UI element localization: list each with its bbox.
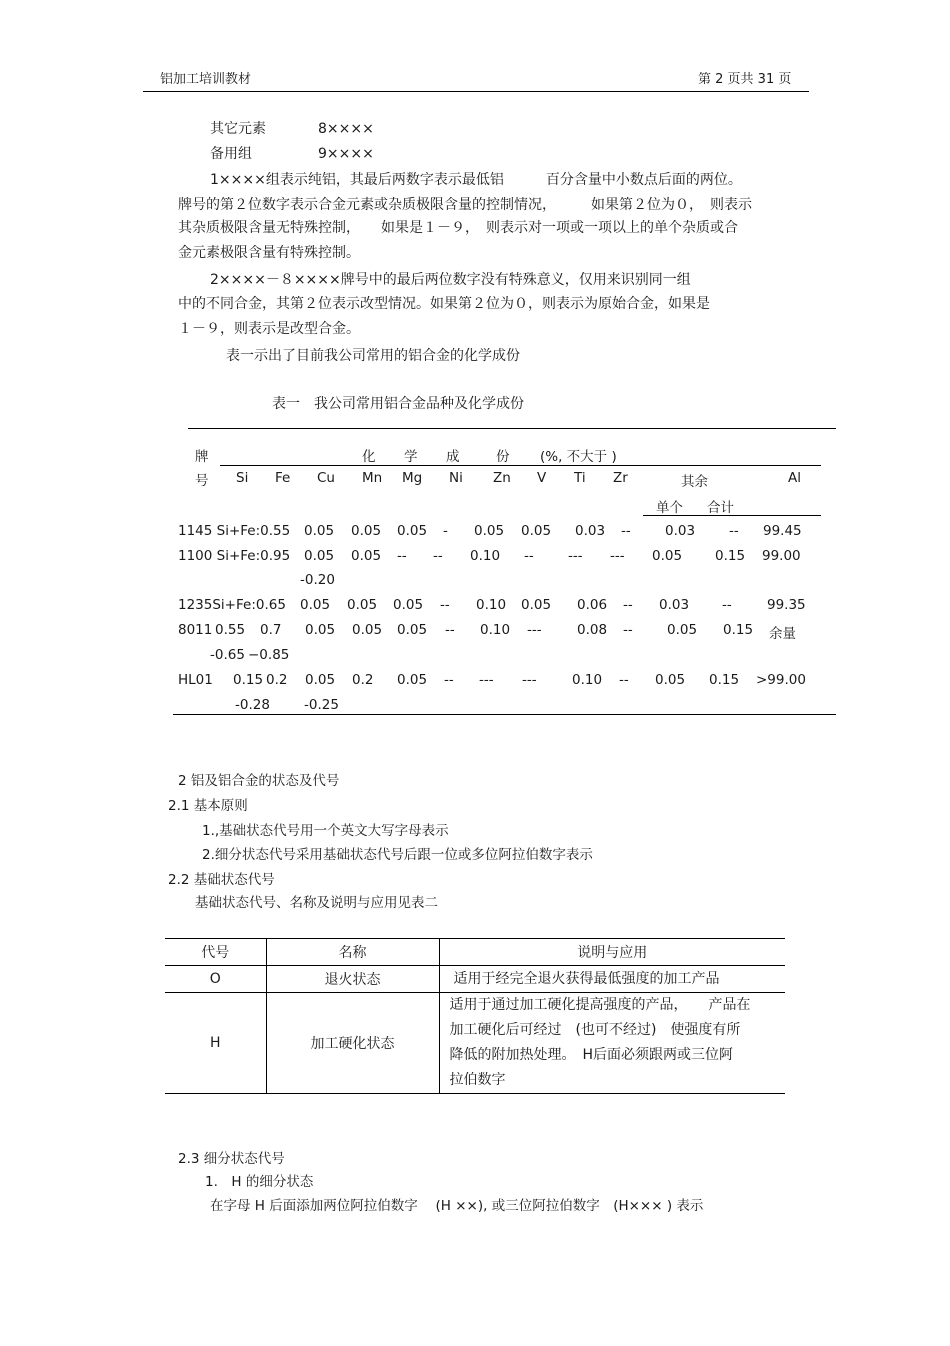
header-title: 铝加工培训教材	[160, 72, 252, 87]
table-cell: 1100 Si+Fe:0.95	[178, 548, 291, 564]
table2-header-desc: 说明与应用	[439, 939, 785, 966]
table-cell: -	[443, 523, 448, 539]
table1-bottom-rule	[173, 714, 836, 715]
table1-caption: 表一 我公司常用铝合金品种及化学成份	[272, 396, 524, 412]
section-heading: 2.2 基础状态代号	[168, 872, 275, 888]
table1-col-header: 其余	[681, 474, 708, 490]
table-cell: --	[440, 597, 450, 613]
table-cell: --	[621, 523, 631, 539]
table-cell: 99.00	[762, 548, 801, 564]
table1-subheader: 单个	[656, 500, 683, 516]
table-cell: -0.65	[210, 647, 245, 663]
table-header-row	[165, 939, 785, 966]
table2-desc: 适用于经完全退火获得最低强度的加工产品	[439, 966, 785, 993]
table-cell: -0.20	[300, 572, 335, 588]
table1-col-header: Mn	[362, 470, 383, 486]
table-cell: 0.05	[521, 523, 552, 539]
table2-name: 加工硬化状态	[266, 993, 439, 1094]
table1-head-chem: 学	[404, 449, 418, 465]
table-cell: --	[722, 597, 732, 613]
table-cell: ---	[610, 548, 625, 564]
table1-head-brand: 号	[195, 473, 209, 489]
table2-desc-line: 拉伯数字	[449, 1072, 506, 1088]
table-cell: 0.10	[572, 672, 603, 688]
intro-label-1: 其它元素	[210, 121, 266, 137]
table1-col-header: Zn	[493, 470, 511, 486]
paragraph-line: 金元素极限含量有特殊控制。	[178, 245, 360, 261]
intro-code-1: 8××××	[318, 121, 374, 137]
table-row	[165, 993, 785, 1094]
table1-subheader: 合计	[707, 500, 734, 516]
table1-col-header: Ni	[449, 470, 463, 486]
list-item: 1. H 的细分状态	[205, 1174, 314, 1190]
table2-header-code: 代号	[165, 939, 266, 966]
table-cell: 0.06	[577, 597, 608, 613]
table-cell: 1235Si+Fe:0.65	[178, 597, 286, 613]
table-cell: 0.05	[655, 672, 686, 688]
table1-col-header: Ti	[574, 470, 586, 486]
paragraph-line: 2××××－８××××牌号中的最后两位数字没有特殊意义，仅用来识别同一组	[210, 272, 691, 288]
intro-code-2: 9××××	[318, 146, 374, 162]
table1-col-header: Mg	[402, 470, 423, 486]
table-cell: --	[397, 548, 407, 564]
paragraph-line: 其杂质极限含量无特殊控制， 如果是１－９， 则表示对一项或一项以上的单个杂质或合	[178, 220, 738, 236]
table-cell: --	[623, 597, 633, 613]
table-cell: 余量	[769, 626, 796, 642]
table-cell: ---	[522, 672, 537, 688]
table-cell: 0.05	[474, 523, 505, 539]
table-cell: 0.10	[470, 548, 501, 564]
intro-label-2: 备用组	[210, 146, 252, 162]
table1-col-header: Cu	[317, 470, 335, 486]
paragraph-line: 表一示出了目前我公司常用的铝合金的化学成份	[226, 348, 520, 364]
table-cell: 0.03	[665, 523, 696, 539]
table-cell: 0.05	[397, 523, 428, 539]
table-cell: 0.03	[659, 597, 690, 613]
table1-head-rule	[220, 465, 821, 466]
table-cell: 0.10	[480, 622, 511, 638]
table-cell: --	[445, 622, 455, 638]
table-cell: 0.05	[397, 672, 428, 688]
table-cell: 0.05	[352, 622, 383, 638]
table-cell: ---	[568, 548, 583, 564]
table-cell: -0.25	[304, 697, 339, 713]
table1-col-header: Si	[236, 470, 249, 486]
table-cell: 8011	[178, 622, 213, 638]
table-cell: 0.15	[233, 672, 264, 688]
table-cell: 0.05	[351, 548, 382, 564]
header-page-number: 第 2 页共 31 页	[698, 72, 792, 87]
table2-desc-line: 适用于通过加工硬化提高强度的产品， 产品在	[449, 997, 751, 1013]
table-cell: --	[444, 672, 454, 688]
table2-desc-line: 加工硬化后可经过 (也可不经过) 使强度有所	[449, 1022, 741, 1038]
table-cell: 0.05	[667, 622, 698, 638]
table-cell: 0.08	[577, 622, 608, 638]
table-cell: 0.15	[723, 622, 754, 638]
table2-name: 退火状态	[266, 966, 439, 993]
table-cell: 0.05	[652, 548, 683, 564]
table1-top-rule	[188, 428, 836, 429]
section-heading: 2.1 基本原则	[168, 798, 248, 814]
paragraph-line: 在字母 H 后面添加两位阿拉伯数字 (H ××), 或三位阿拉伯数字 (H××× ) 表示	[210, 1198, 704, 1214]
table1-col-header: Al	[788, 470, 801, 486]
table-cell: ---	[479, 672, 494, 688]
table-cell: 0.05	[393, 597, 424, 613]
table-cell: 0.05	[304, 548, 335, 564]
table2-header-name: 名称	[266, 939, 439, 966]
table-cell: 99.35	[767, 597, 806, 613]
table-cell: 0.05	[347, 597, 378, 613]
table-row	[165, 966, 785, 993]
table-cell: 0.15	[709, 672, 740, 688]
table-cell: 0.05	[305, 672, 336, 688]
table-cell: >99.00	[756, 672, 806, 688]
table-cell: --	[433, 548, 443, 564]
table2-desc	[439, 993, 785, 1094]
table-cell: --	[619, 672, 629, 688]
table-cell: 0.05	[300, 597, 331, 613]
table-cell: 0.05	[397, 622, 428, 638]
header-rule	[143, 91, 809, 92]
table1-col-header: V	[537, 470, 547, 486]
table1-col-header: Fe	[275, 470, 291, 486]
table-cell: 99.45	[763, 523, 802, 539]
paragraph-line: 基础状态代号、名称及说明与应用见表二	[195, 895, 438, 911]
table2-code: H	[165, 993, 266, 1094]
table-cell: 0.2	[352, 672, 374, 688]
table-cell: 0.7	[260, 622, 282, 638]
table-cell: 0.05	[351, 523, 382, 539]
paragraph-line: １－９，则表示是改型合金。	[178, 321, 360, 337]
table-cell: 0.03	[575, 523, 606, 539]
section-heading: 2 铝及铝合金的状态及代号	[178, 773, 340, 789]
table2-desc-line: 降低的附加热处理。 H后面必须跟两或三位阿	[449, 1047, 734, 1063]
table1-head-chem: 成	[446, 449, 460, 465]
table1-head-chem: (%, 不大于 )	[540, 449, 617, 465]
table-cell: 0.05	[304, 523, 335, 539]
paragraph-line: 中的不同合金，其第２位表示改型情况。如果第２位为０，则表示为原始合金，如果是	[178, 296, 710, 312]
table-cell: 0.15	[715, 548, 746, 564]
table1-head-chem: 化	[362, 449, 376, 465]
section-heading: 2.3 细分状态代号	[178, 1151, 285, 1167]
table1-head-chem: 份	[496, 449, 510, 465]
table-cell: --	[729, 523, 739, 539]
paragraph-line: 1××××组表示纯铝，其最后两数字表示最低铝 百分含量中小数点后面的两位。	[210, 172, 742, 188]
table-cell: --	[524, 548, 534, 564]
table-cell: 0.2	[266, 672, 288, 688]
paragraph-line: 牌号的第２位数字表示合金元素或杂质极限含量的控制情况， 如果第２位为０， 则表示	[178, 197, 752, 213]
table2	[165, 938, 785, 1094]
table1-col-header: Zr	[613, 470, 628, 486]
table-cell: ---	[527, 622, 542, 638]
table-cell: 1145 Si+Fe:0.55	[178, 523, 291, 539]
table-cell: 0.55	[215, 622, 246, 638]
table-cell: −0.85	[248, 647, 290, 663]
list-item: 2.细分状态代号采用基础状态代号后跟一位或多位阿拉伯数字表示	[202, 847, 593, 863]
table-cell: 0.05	[521, 597, 552, 613]
table2-code: O	[165, 966, 266, 993]
list-item: 1.,基础状态代号用一个英文大写字母表示	[202, 823, 449, 839]
table-cell: 0.05	[305, 622, 336, 638]
table-cell: --	[623, 622, 633, 638]
table-cell: HL01	[178, 672, 213, 688]
table-cell: 0.10	[476, 597, 507, 613]
table1-head-brand: 牌	[195, 449, 209, 465]
table-cell: -0.28	[235, 697, 270, 713]
